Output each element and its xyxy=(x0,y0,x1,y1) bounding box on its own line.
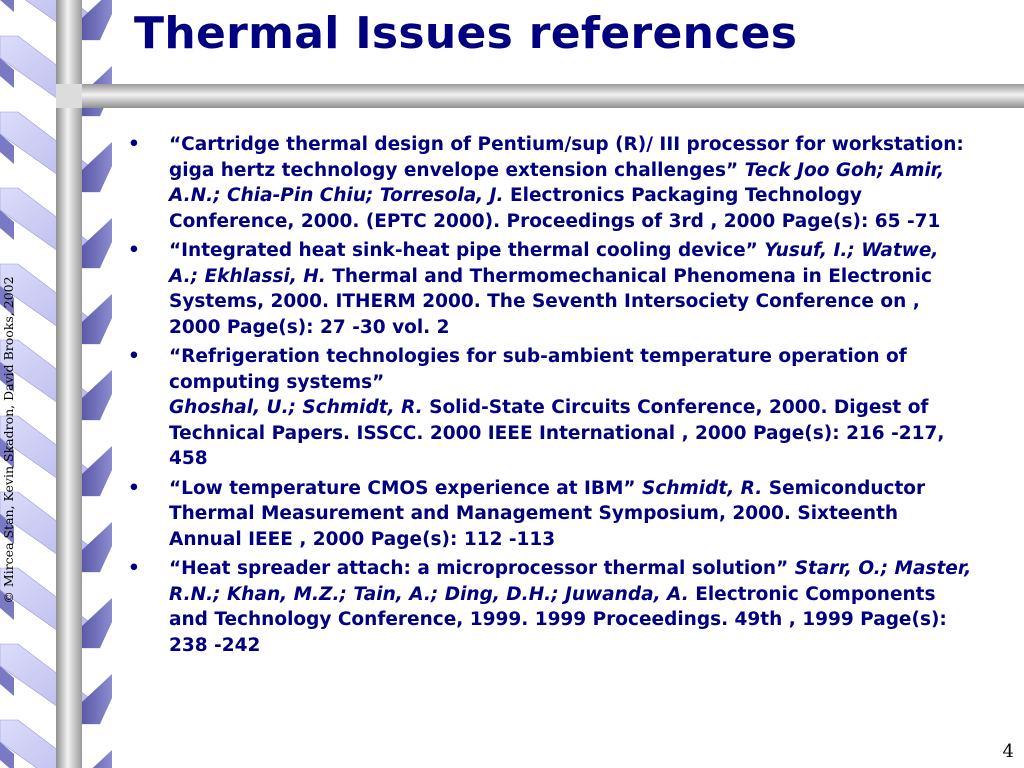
reference-venue: Solid-State Circuits Conference, 2000. Digest of Technical Papers. ISSCC. 2000 IEEE International , 2000 Page(s): 216 -217, 458 xyxy=(169,397,945,469)
reference-item-5 xyxy=(128,556,973,658)
bullet-glyph: • xyxy=(128,134,140,155)
reference-title: “Heat spreader attach: a microprocessor thermal solution” xyxy=(169,558,789,579)
copyright-notice: © Mircea Stan, Kevin Skadron, David Brooks, 2002 xyxy=(1,276,16,604)
reference-item-2 xyxy=(128,238,973,340)
reference-venue: Electronics Packaging Technology Conference, 2000. (EPTC 2000). Proceedings of 3rd , 2000 Page(s): 65 -71 xyxy=(169,185,941,232)
ribbon-band-edge xyxy=(0,0,14,12)
reference-title: “Low temperature CMOS experience at IBM” xyxy=(169,477,636,499)
ribbon-band-light xyxy=(0,720,100,768)
reference-authors: Teck Joo Goh; Amir, A.N.; Chia-Pin Chiu; Torresola, J. xyxy=(169,159,945,206)
reference-title: “Refrigeration technologies for sub-ambient temperature operation of computing systems” xyxy=(169,346,907,393)
ribbon-band-dark xyxy=(82,674,112,724)
reference-authors: Yusuf, I.; Watwe, A.; Ekhlassi, H. xyxy=(169,240,939,287)
ribbon-band-dark xyxy=(82,446,112,496)
reference-title: “Integrated heat sink-heat pipe thermal cooling device” xyxy=(169,240,758,261)
reference-list xyxy=(128,132,973,662)
bullet-glyph: • xyxy=(128,240,140,261)
ribbon-band-dark xyxy=(82,370,112,420)
reference-venue: Semiconductor Thermal Measurement and Management Symposium, 2000. Sixteenth Annual IEEE , 2000 Page(s): 112 -113 xyxy=(169,477,926,550)
reference-item-1 xyxy=(128,132,973,234)
slide-title: Thermal Issues references xyxy=(134,8,798,59)
ribbon-band-dark xyxy=(82,294,112,344)
bullet-glyph: • xyxy=(128,558,140,579)
ribbon-band-dark xyxy=(82,142,112,192)
reference-authors: Ghoshal, U.; Schmidt, R. xyxy=(169,397,423,418)
bullet-glyph: • xyxy=(128,477,140,499)
reference-item-4 xyxy=(128,476,973,553)
ribbon-band-dark xyxy=(82,0,112,40)
reference-title: “Cartridge thermal design of Pentium/sup (R)/ III processor for workstation: giga hertz technology envelope extension challenges” xyxy=(169,134,964,181)
bullet-glyph: • xyxy=(128,346,140,367)
ribbon-band-dark xyxy=(82,750,112,768)
reference-venue: Thermal and Thermomechanical Phenomena in Electronic Systems, 2000. ITHERM 2000. The Seventh Intersociety Conference on , 2000 Page(s): 27 -30 vol. 2 xyxy=(169,265,932,338)
ribbon-band-dark xyxy=(82,598,112,648)
reference-venue: Electronic Components and Technology Conference, 1999. 1999 Proceedings. 49th , 1999 Page(s): 238 -242 xyxy=(169,583,947,656)
page-number: 4 xyxy=(1002,741,1014,762)
reference-item-3 xyxy=(128,344,973,472)
ribbon-band-dark xyxy=(82,218,112,268)
ribbon-band-dark xyxy=(82,522,112,572)
reference-authors: Starr, O.; Master, R.N.; Khan, M.Z.; Tain, A.; Ding, D.H.; Juwanda, A. xyxy=(169,558,972,605)
reference-authors: Schmidt, R. xyxy=(642,477,763,499)
